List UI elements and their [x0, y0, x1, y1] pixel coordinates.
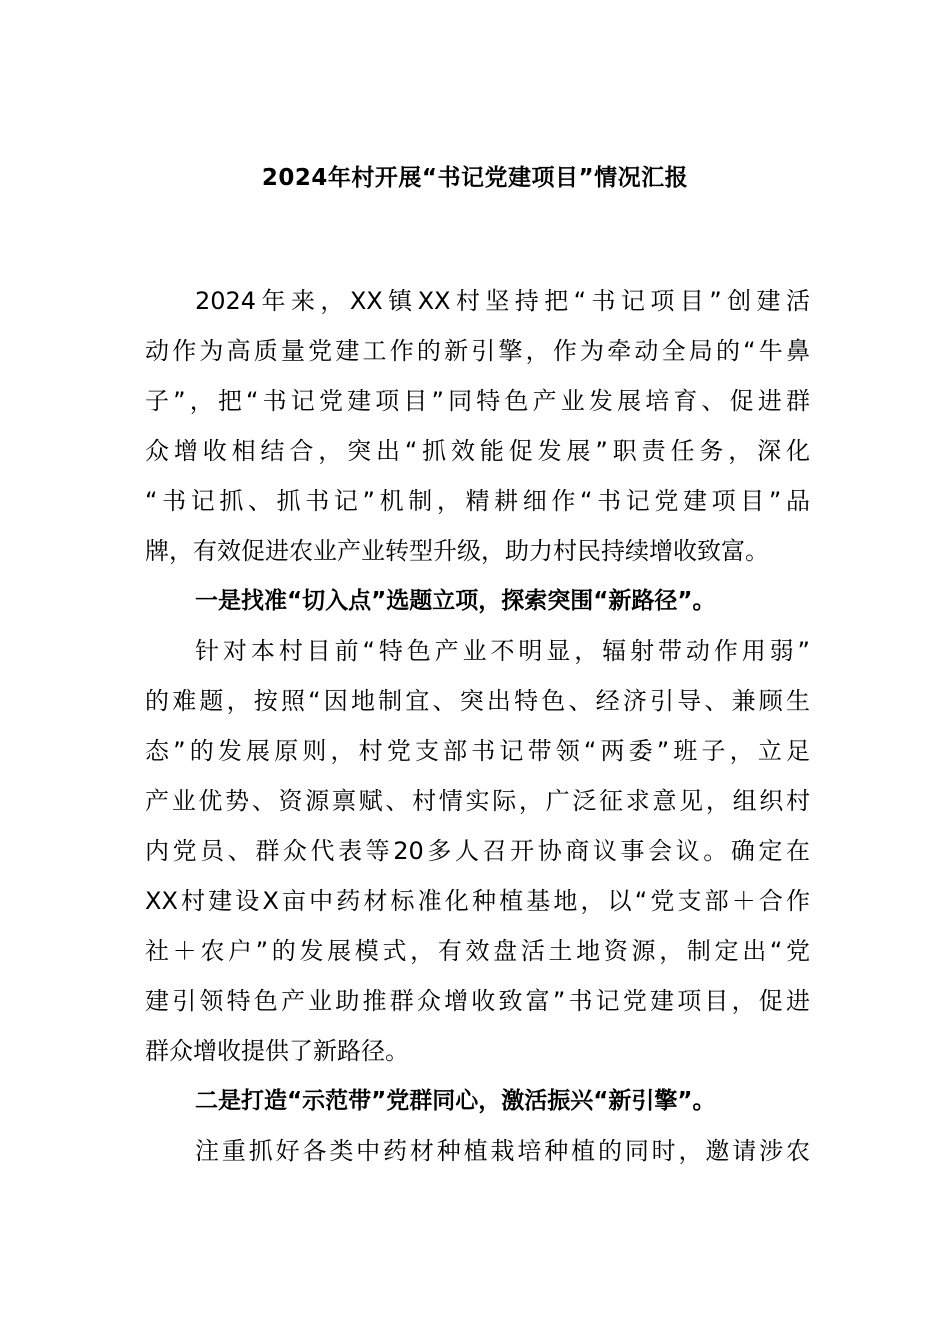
- paragraph-line: 子”，把“书记党建项目”同特色产业发展培育、促进群: [145, 387, 810, 415]
- paragraph-line: 社＋农户”的发展模式，有效盘活土地资源，制定出“党: [145, 937, 810, 965]
- section-heading: 一是找准“切入点”选题立项，探索突围“新路径”。: [195, 588, 716, 614]
- section-heading: 二是打造“示范带”党群同心，激活振兴“新引擎”。: [195, 1088, 716, 1114]
- paragraph-line: 注重抓好各类中药材种植栽培种植的同时，邀请涉农: [195, 1137, 810, 1165]
- paragraph-line: 群众增收提供了新路径。: [145, 1037, 409, 1065]
- paragraph-line: 牌，有效促进农业产业转型升级，助力村民持续增收致富。: [145, 537, 769, 565]
- document-title: 2024年村开展“书记党建项目”情况汇报: [261, 165, 689, 191]
- paragraph-line: 内党员、群众代表等20多人召开协商议事会议。确定在: [145, 837, 810, 865]
- paragraph-line: 态”的发展原则，村党支部书记带领“两委”班子，立足: [145, 737, 810, 765]
- document-body: [145, 276, 810, 1176]
- paragraph-line: “书记抓、抓书记”机制，精耕细作“书记党建项目”品: [145, 487, 810, 515]
- paragraph-line: 2024年来，XX镇XX村坚持把“书记项目”创建活: [195, 287, 810, 315]
- paragraph-line: 众增收相结合，突出“抓效能促发展”职责任务，深化: [145, 437, 810, 465]
- paragraph-line: 针对本村目前“特色产业不明显，辐射带动作用弱”: [195, 637, 810, 665]
- paragraph-line: 产业优势、资源禀赋、村情实际，广泛征求意见，组织村: [145, 787, 810, 815]
- paragraph-line: XX村建设X亩中药材标准化种植基地，以“党支部＋合作: [145, 887, 810, 915]
- paragraph-line: 的难题，按照“因地制宜、突出特色、经济引导、兼顾生: [145, 687, 810, 715]
- paragraph-line: 建引领特色产业助推群众增收致富”书记党建项目，促进: [145, 987, 810, 1015]
- paragraph-line: 动作为高质量党建工作的新引擎，作为牵动全局的“牛鼻: [145, 337, 810, 365]
